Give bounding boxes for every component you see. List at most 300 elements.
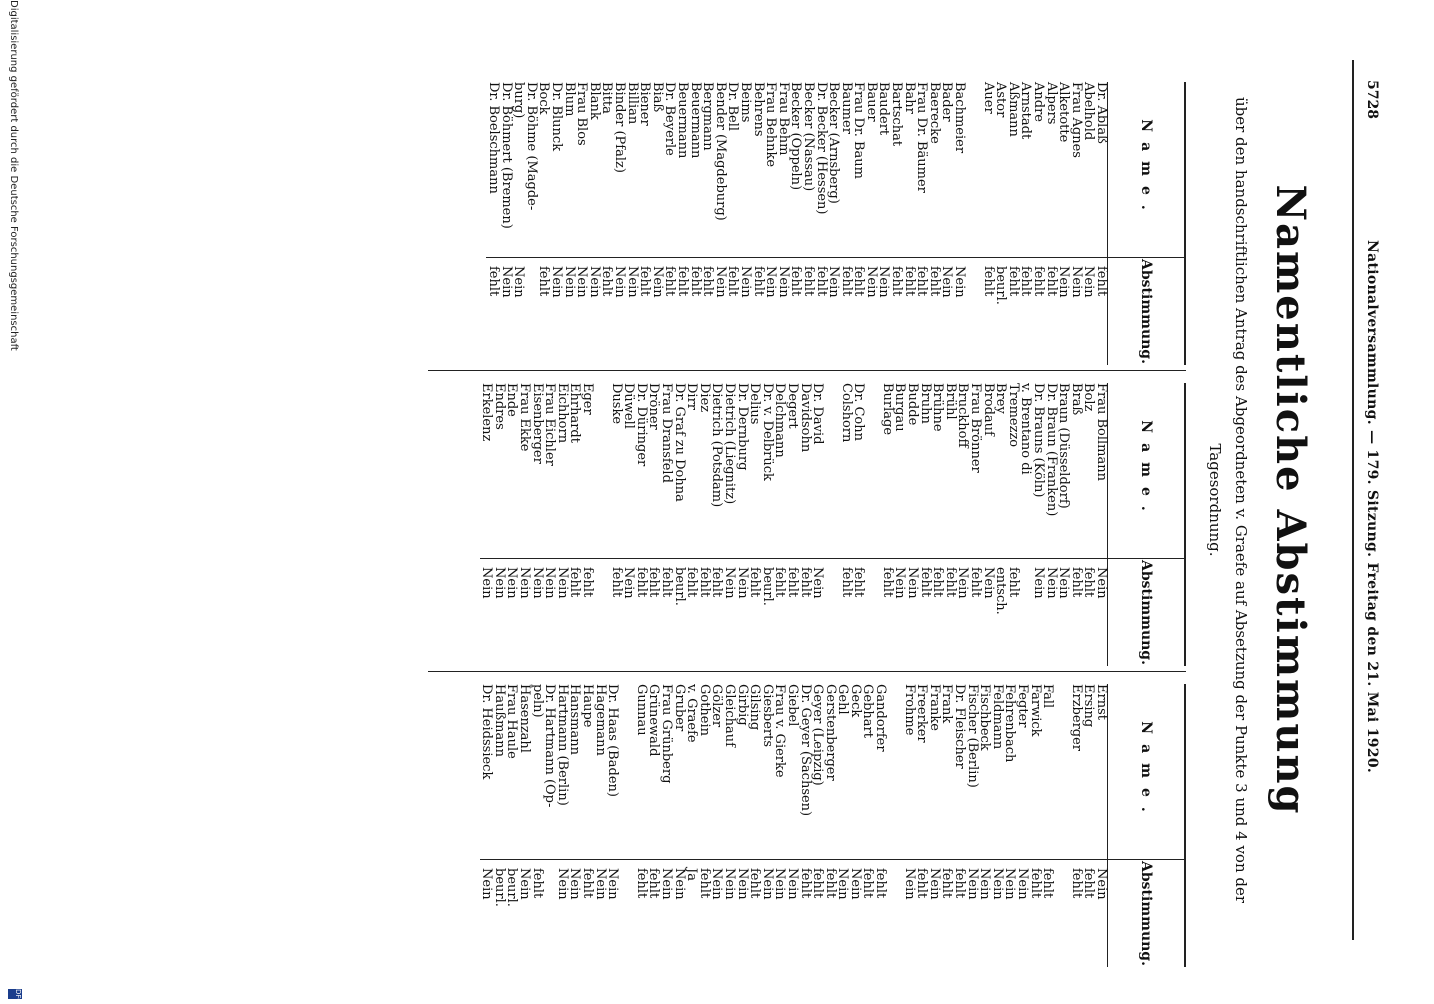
table-row — [555, 684, 568, 967]
vote-value: fehlt — [530, 860, 543, 967]
running-header: Nationalversammlung. — 179. Sitzung. Freitag den 21. Mai 1920. — [1364, 240, 1380, 774]
member-name: Frank — [939, 684, 955, 724]
member-name: Fehrenbach — [1002, 684, 1018, 763]
member-name: Dr. Haas (Baden) — [605, 684, 621, 797]
vote-value — [886, 860, 902, 967]
member-name: Duske — [608, 383, 624, 425]
member-name: Erzberger — [1068, 684, 1084, 752]
member-name: Ersing — [1081, 684, 1097, 728]
vote-value: fehlt — [1019, 258, 1032, 365]
vote-value: fehlt — [487, 258, 500, 365]
member-name: Frau Bollmann — [1094, 383, 1109, 482]
member-name: Feldmann — [989, 684, 1005, 750]
name-column-header: Name. — [1108, 383, 1186, 559]
page-number: 5728 — [1364, 80, 1380, 119]
member-name: Frohme — [901, 684, 917, 736]
member-name: Beuermann — [687, 82, 703, 159]
table-row — [751, 82, 764, 365]
vote-value: fehlt — [701, 258, 714, 365]
table-row — [874, 684, 887, 967]
vote-value — [524, 258, 537, 365]
table-row — [864, 82, 877, 365]
vote-value: Nein — [1057, 258, 1070, 365]
member-name: Bachmeier — [952, 82, 968, 154]
vote-value: Nein — [965, 860, 978, 967]
vote-value: fehlt — [952, 860, 965, 967]
vote-value: fehlt — [1082, 860, 1095, 967]
member-name: Hansmann — [567, 684, 583, 755]
member-name: Bolz — [1081, 383, 1097, 412]
vote-value: fehlt — [940, 860, 953, 967]
table-row — [839, 383, 852, 666]
vote-value: fehlt — [981, 258, 994, 365]
table-row — [880, 383, 893, 666]
member-name: Dr. Boelschmann — [486, 82, 502, 194]
vote-value: Nein — [606, 860, 619, 967]
member-name: Becker (Arnsberg) — [826, 82, 842, 204]
vote-value: fehlt — [880, 559, 893, 666]
column-divider — [428, 370, 1186, 371]
table-row — [890, 82, 903, 365]
vote-value: Nein — [978, 860, 991, 967]
member-name: Beims — [737, 82, 753, 123]
member-name: Biener — [637, 82, 653, 126]
member-name: Andre — [1031, 82, 1047, 122]
vote-value: Nein — [981, 559, 994, 666]
member-name: Eisenberger — [529, 383, 545, 464]
member-name: Arnstadt — [1018, 82, 1034, 140]
member-name: Haußmann — [491, 684, 507, 757]
member-name: Burgau — [892, 383, 908, 432]
vote-value: Nein — [864, 258, 877, 365]
vote-value — [593, 559, 609, 666]
vote-value: fehlt — [697, 860, 710, 967]
table-row — [517, 684, 530, 967]
table-row — [663, 82, 676, 365]
vote-value: Nein — [517, 860, 530, 967]
member-name: Dietrich (Liegnitz) — [721, 383, 737, 505]
member-name: Frau Agnes — [1068, 82, 1084, 158]
table-row — [760, 684, 773, 967]
member-name: Burlage — [879, 383, 895, 436]
vote-value: beurl. — [672, 559, 685, 666]
vote-value: fehlt — [890, 258, 903, 365]
vote-value: fehlt — [1031, 258, 1044, 365]
vote-value: Nein — [1094, 860, 1107, 967]
member-name: Fegter — [1015, 684, 1031, 728]
member-name: Ehrhardt — [567, 383, 583, 443]
table-row — [713, 82, 726, 365]
table-row — [480, 684, 493, 967]
member-name: Gleichauf — [721, 684, 737, 747]
vote-value: fehlt — [839, 258, 852, 365]
member-name: Biaß — [649, 82, 665, 113]
vote-value: Nein — [650, 258, 663, 365]
table-row — [638, 82, 651, 365]
table-row — [1057, 82, 1070, 365]
table-row — [956, 383, 969, 666]
vote-value: Nein — [593, 860, 606, 967]
table-row — [524, 82, 537, 365]
vote-value: Nein — [1003, 860, 1016, 967]
member-name: Eichhorn — [554, 383, 570, 444]
member-name: Gerstenberger — [822, 684, 838, 781]
vote-value: fehlt — [688, 258, 701, 365]
table-row — [549, 82, 562, 365]
member-name: Gilsing — [747, 684, 763, 731]
member-name: Bahr — [901, 82, 917, 114]
member-name: Davidsohn — [797, 383, 813, 453]
table-row — [943, 383, 956, 666]
table-row — [748, 684, 761, 967]
member-name: Frau Haule — [504, 684, 520, 759]
member-name: Ernst — [1094, 684, 1109, 720]
member-name: Dr. Düringer — [633, 383, 649, 467]
member-name: Baerecke — [926, 82, 942, 144]
vote-value: fehlt — [748, 559, 761, 666]
vote-value: fehlt — [785, 559, 798, 666]
vote-value: Nein — [956, 559, 969, 666]
member-name: Dr. Cohn — [851, 383, 867, 441]
member-name: Delchmann — [772, 383, 788, 458]
table-row — [710, 383, 723, 666]
member-name: Erkelenz — [479, 383, 495, 442]
member-name: Hagemann — [592, 684, 608, 756]
member-name: Baumer — [838, 82, 854, 134]
table-row — [575, 82, 588, 365]
member-name: Beuermann — [675, 82, 690, 159]
group-gap — [965, 82, 981, 365]
table-row — [776, 82, 789, 365]
member-name: Haupe — [580, 684, 596, 728]
table-row — [697, 383, 710, 666]
vote-value: fehlt — [801, 258, 814, 365]
member-name: Giesberts — [759, 684, 775, 748]
table-row — [650, 82, 663, 365]
member-name: Dr. Böhme (Magde- — [523, 82, 539, 211]
vote-value: Nein — [848, 860, 861, 967]
member-name: Girbig — [734, 684, 750, 726]
member-name: Dr. Braun (Franken) — [1043, 383, 1059, 517]
member-name: Gruber — [671, 684, 687, 732]
member-name: Brühl — [942, 383, 958, 420]
vote-table-column-3 — [480, 684, 1186, 967]
vote-value: Nein — [543, 559, 556, 666]
table-row — [801, 82, 814, 365]
table-row — [1094, 82, 1107, 365]
member-name: Dr. Heidssieck — [479, 684, 495, 780]
vote-value: Nein — [1057, 559, 1070, 666]
table-row — [555, 383, 568, 666]
vote-value: Nein — [764, 258, 777, 365]
member-name: Frau Ekke — [517, 383, 533, 452]
table-row — [543, 684, 556, 967]
member-name: Bitta — [599, 82, 615, 114]
vote-value: fehlt — [861, 860, 874, 967]
member-name: Behrens — [750, 82, 766, 137]
member-name: Hartmann (Berlin) — [554, 684, 570, 806]
vote-value: Nein — [1015, 860, 1028, 967]
vote-value: fehlt — [697, 559, 710, 666]
vote-value: fehlt — [726, 258, 739, 365]
member-name: Dr. v. Delbrück — [759, 383, 775, 481]
member-name: Billian — [624, 82, 640, 125]
table-row — [1069, 383, 1082, 666]
vote-value: Nein — [836, 860, 849, 967]
vote-value: fehlt — [789, 258, 802, 365]
vote-value: Nein — [710, 860, 723, 967]
member-name: Astor — [993, 82, 1009, 118]
vote-value: Nein — [877, 258, 890, 365]
vote-table-column-1 — [487, 82, 1187, 365]
member-name: Ende — [504, 383, 520, 417]
member-name: Bender (Magdeburg) — [712, 82, 728, 221]
table-row — [517, 383, 530, 666]
member-name: Gothein — [696, 684, 712, 737]
vote-value: fehlt — [931, 559, 944, 666]
member-name: Farwick — [1027, 684, 1043, 737]
vote-value: Nein — [735, 559, 748, 666]
table-row — [1094, 383, 1107, 666]
vote-value: Nein — [990, 860, 1003, 967]
vote-value: fehlt — [580, 559, 593, 666]
member-name: Braun (Düsseldorf) — [1056, 383, 1072, 509]
member-name: Alketotte — [1056, 82, 1072, 143]
member-name: Frau Brönner — [968, 383, 984, 473]
vote-value: fehlt — [943, 559, 956, 666]
member-name: Aßmann — [1005, 82, 1021, 137]
table-row — [622, 383, 635, 666]
table-row — [1031, 383, 1044, 666]
table-row — [902, 684, 915, 967]
member-name: Frau Behnke — [763, 82, 779, 168]
member-name: Gehl — [835, 684, 851, 715]
member-name: Frau Blos — [574, 82, 590, 146]
member-name: Bruckhoff — [955, 383, 971, 448]
member-name: Degert — [784, 383, 800, 429]
vote-value: Nein — [713, 258, 726, 365]
table-row — [798, 684, 811, 967]
member-name: Giebel — [784, 684, 800, 727]
member-name: Geck — [847, 684, 863, 718]
vote-value: Nein — [811, 559, 824, 666]
vote-value: fehlt — [1044, 258, 1057, 365]
vote-value — [823, 559, 839, 666]
table-row — [675, 82, 688, 365]
table-row — [839, 82, 852, 365]
vote-value: fehlt — [773, 559, 786, 666]
member-name: Blank — [586, 82, 602, 120]
member-name: Delius — [747, 383, 763, 425]
table-row — [580, 383, 593, 666]
vote-value: beurl. — [760, 559, 773, 666]
member-name: Frau Behm — [775, 82, 791, 156]
member-name: Braß — [1068, 383, 1084, 416]
vote-value: beurl. — [492, 860, 505, 967]
column-divider — [428, 671, 1186, 672]
member-name: Dr. Dernburg — [734, 383, 750, 471]
vote-value: fehlt — [748, 860, 761, 967]
table-row — [609, 383, 622, 666]
vote-value: Nein — [562, 258, 575, 365]
vote-value: Nein — [492, 559, 505, 666]
vote-value: fehlt — [798, 559, 811, 666]
vote-value: fehlt — [902, 258, 915, 365]
table-row — [927, 82, 940, 365]
member-name — [864, 383, 880, 559]
member-name: Franke — [926, 684, 942, 731]
member-name: Grünewald — [646, 684, 662, 757]
table-row — [823, 684, 836, 967]
vote-value — [864, 559, 880, 666]
member-name: Gölzer — [709, 684, 725, 728]
group-gap — [823, 383, 839, 666]
member-name — [886, 684, 902, 860]
member-name: Frau Dr. Baum — [851, 82, 867, 179]
vote-value: Nein — [952, 258, 965, 365]
table-row — [981, 82, 994, 365]
page-subtitle: über den handschriftlichen Antrag des Abgeordneten v. Graefe auf Absetzung der Punkte 3 und 4 von der Tagesordnung. — [1206, 96, 1250, 904]
vote-value: fehlt — [751, 258, 764, 365]
member-name: Brodauf — [980, 383, 996, 436]
vote-value: Nein — [760, 860, 773, 967]
member-name: Dr. Ablaß — [1094, 82, 1109, 144]
member-name: burg) — [511, 82, 527, 119]
member-name: Dr. Böhmert (Bremen) — [498, 82, 514, 229]
vote-value: fehlt — [675, 258, 688, 365]
member-name: Dr. Fleischer — [952, 684, 968, 769]
vote-value: Nein — [906, 559, 919, 666]
vote-value: fehlt — [798, 860, 811, 967]
vote-value: Nein — [587, 258, 600, 365]
vote-value: fehlt — [580, 860, 593, 967]
member-name: Dröner — [646, 383, 662, 430]
vote-value: Nein — [722, 559, 735, 666]
member-name: Bauer — [863, 82, 879, 122]
table-row — [722, 383, 735, 666]
vote-value: fehlt — [915, 860, 928, 967]
member-name: Hasenzahl — [517, 684, 533, 753]
vote-value: fehlt — [663, 258, 676, 365]
vote-value: Nein — [568, 860, 581, 967]
member-name: Dr. Hartmann (Op- — [542, 684, 558, 808]
vote-value: Nein — [530, 559, 543, 666]
vote-value: fehlt — [839, 559, 852, 666]
vote-value: fehlt — [852, 559, 865, 666]
vote-value: Nein — [773, 860, 786, 967]
vote-value: Nein — [555, 559, 568, 666]
member-name: Freerker — [914, 684, 930, 743]
table-row — [785, 684, 798, 967]
page-title: Namentliche Abstimmung — [1267, 184, 1314, 816]
vote-value: fehlt — [647, 559, 660, 666]
member-name — [593, 383, 609, 559]
vote-value: fehlt — [852, 258, 865, 365]
member-name: Fischbeck — [977, 684, 993, 751]
vote-value: fehlt — [710, 559, 723, 666]
vote-value: Nein — [722, 860, 735, 967]
table-row — [1006, 383, 1019, 666]
vote-value: Nein — [1069, 258, 1082, 365]
member-name: Gebhart — [860, 684, 876, 738]
table-row — [994, 82, 1007, 365]
table-row — [697, 684, 710, 967]
vote-value: Ja — [685, 860, 698, 967]
member-name: peln) — [529, 684, 545, 718]
vote-value: Nein — [622, 559, 635, 666]
member-name: Frau Grünberg — [659, 684, 674, 784]
vote-value — [1053, 860, 1069, 967]
vote-value: Nein — [785, 860, 798, 967]
table-row — [1015, 684, 1028, 967]
member-name — [618, 684, 634, 860]
member-name: Brey — [993, 383, 1009, 414]
vote-value: Nein — [480, 860, 493, 967]
group-gap — [593, 383, 609, 666]
table-row — [600, 82, 613, 365]
vote-value: Nein — [940, 258, 953, 365]
vote-value: Nein — [480, 559, 493, 666]
vote-value: Nein — [512, 258, 525, 365]
vote-value: Nein — [499, 258, 512, 365]
table-row — [634, 383, 647, 666]
member-name: Düwell — [621, 383, 637, 429]
member-name: Blum — [561, 82, 577, 117]
table-row — [1031, 82, 1044, 365]
header-rule — [1352, 60, 1354, 940]
vote-table-column-2 — [480, 383, 1186, 666]
vote-value: fehlt — [647, 860, 660, 967]
table-row — [861, 684, 874, 967]
vote-value: Nein — [1031, 559, 1044, 666]
vote-value: fehlt — [918, 559, 931, 666]
member-name: Bader — [939, 82, 955, 122]
table-row — [480, 383, 493, 666]
digitization-note: Digitalisierung gefördert durch die Deutsche Forschungsgemeinschaft — [8, 0, 19, 351]
member-name: Bartschat — [889, 82, 905, 147]
table-row — [968, 383, 981, 666]
member-name: Bock — [536, 82, 552, 115]
vote-value: fehlt — [823, 860, 836, 967]
vote-value: fehlt — [609, 559, 622, 666]
table-row — [785, 383, 798, 666]
member-name: Frau Dransfeld — [659, 383, 674, 483]
vote-value: fehlt — [1082, 559, 1095, 666]
table-row — [952, 82, 965, 365]
table-row — [738, 82, 751, 365]
vote-value: Nein — [612, 258, 625, 365]
table-row — [918, 383, 931, 666]
vote-value: Nein — [927, 860, 940, 967]
table-row — [848, 684, 861, 967]
member-name: Endres — [491, 383, 507, 430]
member-name: v. Graefe — [684, 684, 700, 743]
vote-value: Nein — [505, 559, 518, 666]
table-row — [487, 82, 500, 365]
name-column-header: Name. — [1108, 684, 1186, 860]
member-name: Bergmann — [700, 82, 716, 151]
member-name: Dr. Graf zu Dohna — [671, 383, 687, 502]
vote-value: Nein — [549, 258, 562, 365]
group-gap — [1053, 684, 1069, 967]
table-row — [587, 82, 600, 365]
table-row — [1094, 684, 1107, 967]
vote-value: fehlt — [537, 258, 550, 365]
vote-value: Nein — [1094, 559, 1107, 666]
vote-value: Nein — [827, 258, 840, 365]
vote-value: Nein — [776, 258, 789, 365]
member-name: Dirr — [684, 383, 700, 411]
